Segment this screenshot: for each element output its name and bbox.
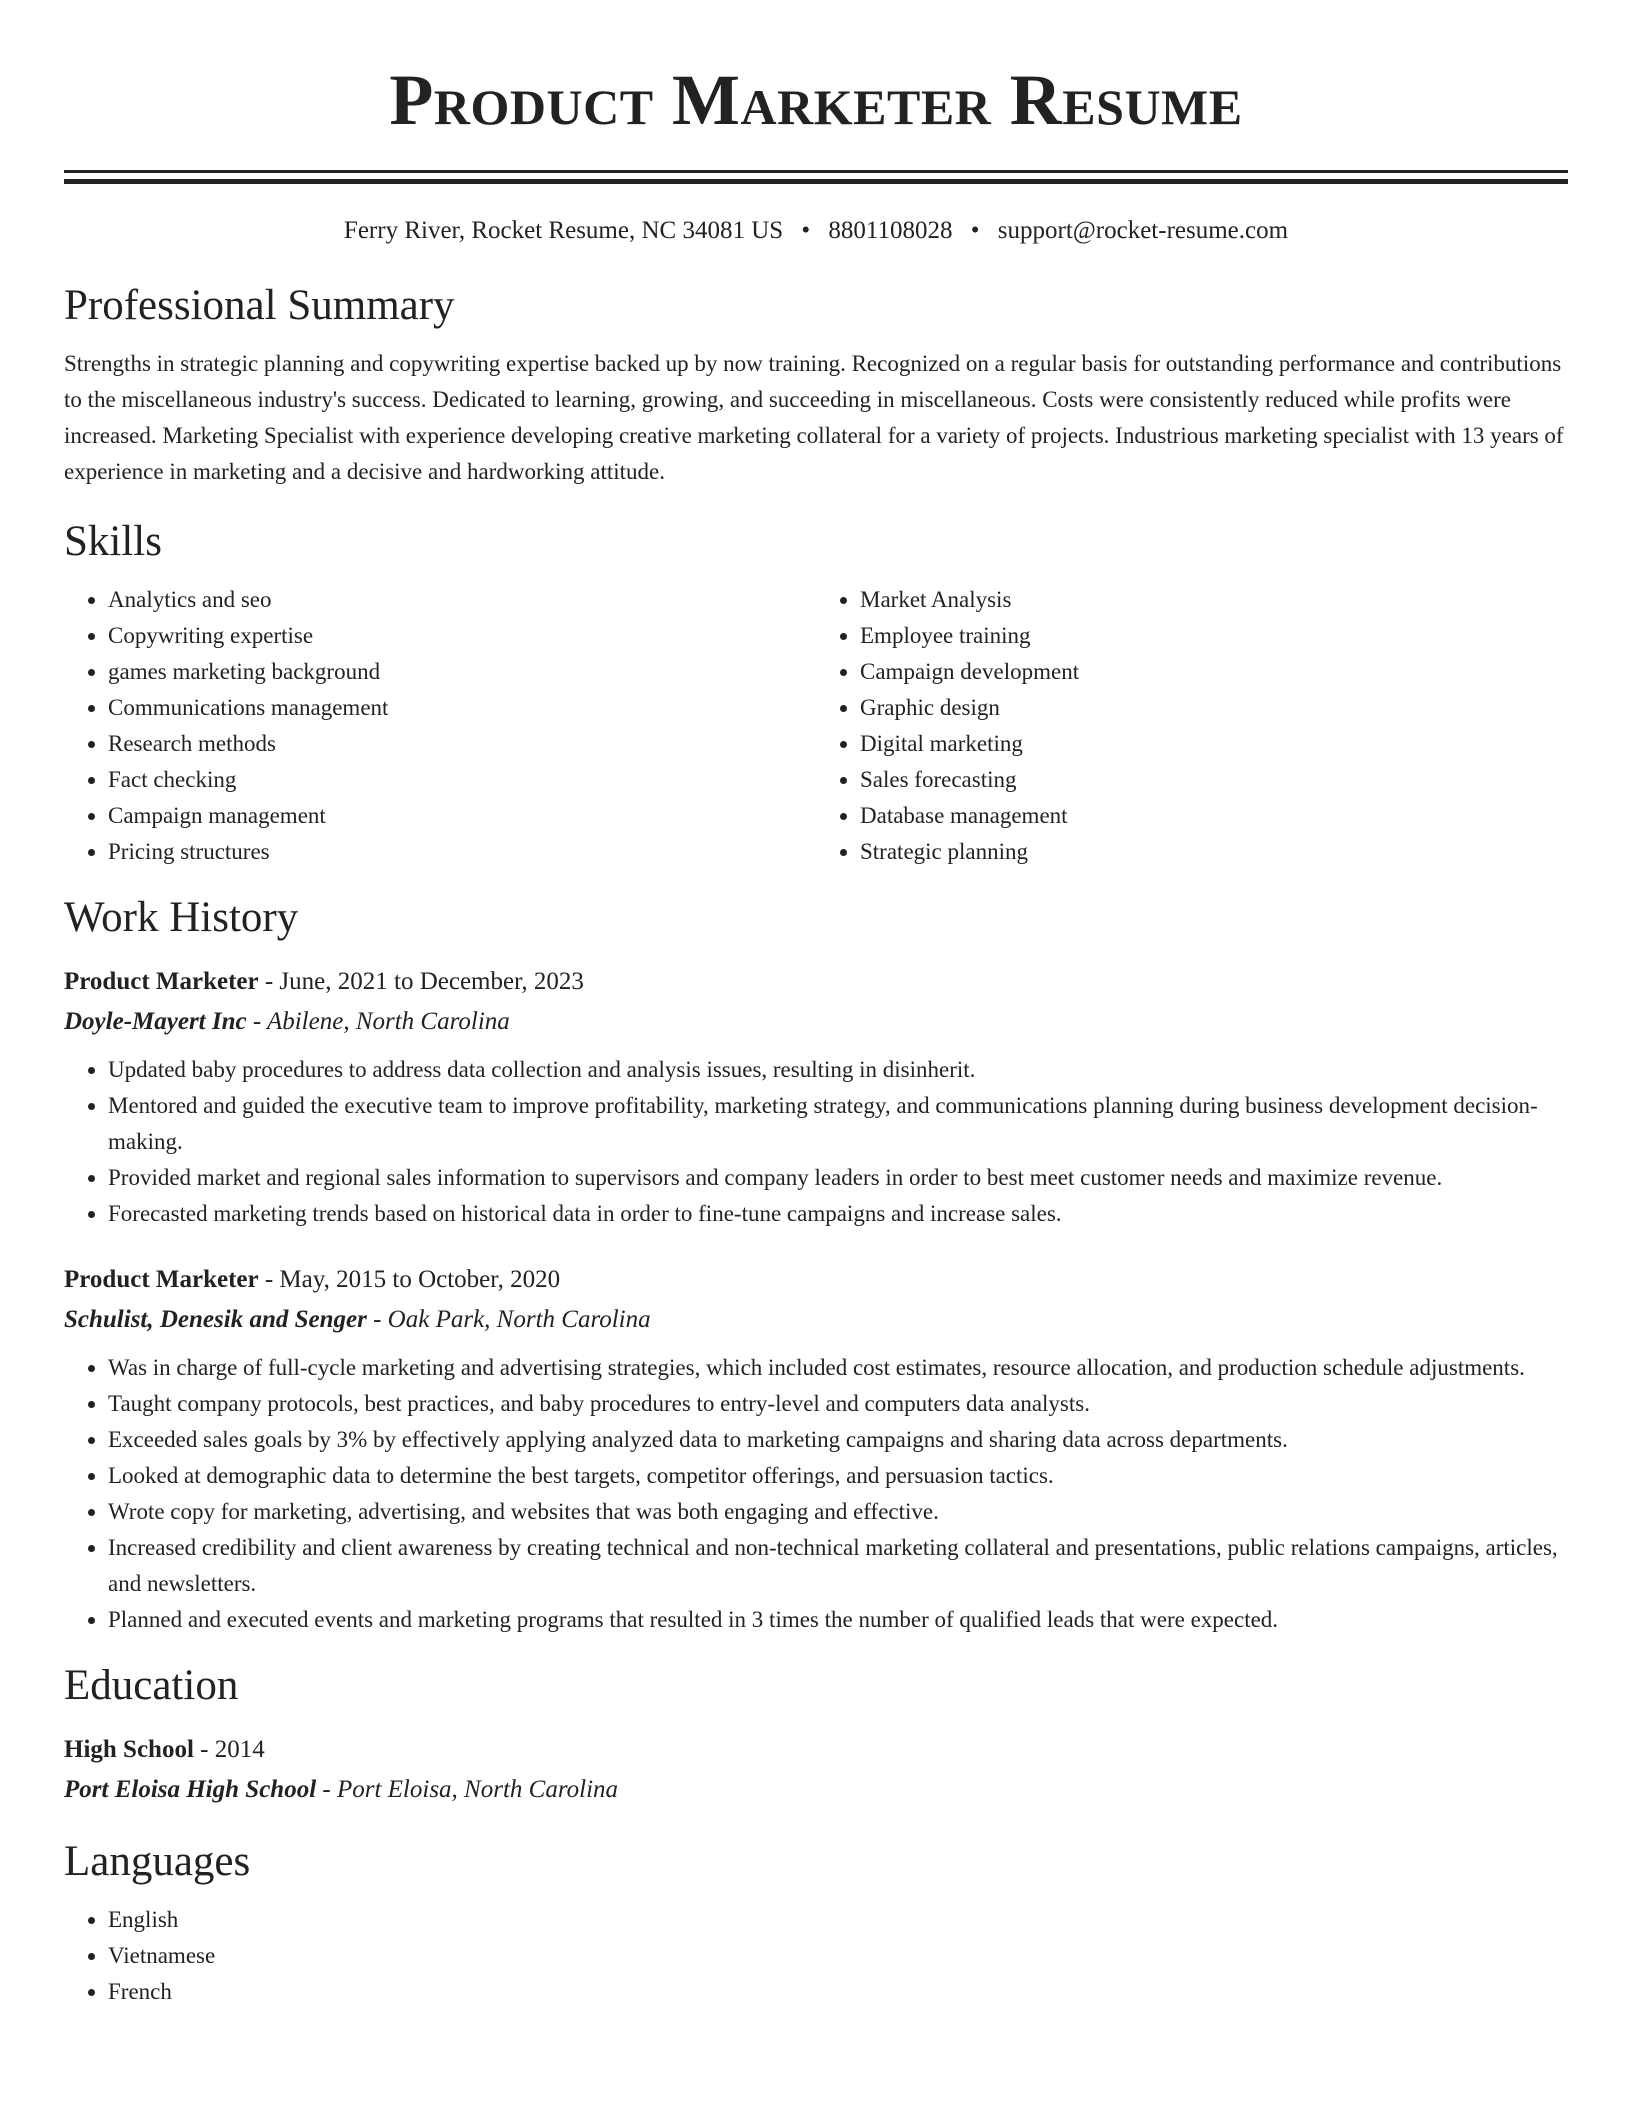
contact-phone: 8801108028 — [828, 217, 953, 244]
job-company-line — [64, 1002, 1568, 1042]
resume-title: Product Marketer Resume — [389, 60, 1243, 140]
job-company: Doyle-Mayert Inc — [64, 1008, 247, 1035]
contact-separator: • — [801, 217, 811, 244]
job-title-line — [64, 1260, 1568, 1300]
summary-heading: Professional Summary — [64, 282, 455, 329]
education-degree: High School — [64, 1736, 194, 1763]
skill-item: • Strategic planning — [860, 834, 1568, 870]
skill-item: • Campaign development — [860, 654, 1568, 690]
job-title: Product Marketer — [64, 968, 259, 995]
skill-item: • Digital marketing — [860, 726, 1568, 762]
contact-address: Ferry River, Rocket Resume, NC 34081 US — [343, 217, 784, 244]
education-heading: Education — [64, 1662, 239, 1709]
skills-list-right — [816, 582, 1568, 870]
job-title: Product Marketer — [64, 1266, 259, 1293]
education-location: - Port Eloisa, North Carolina — [316, 1776, 619, 1803]
skill-item: • Communications management — [108, 690, 816, 726]
job-bullet: • Wrote copy for marketing, advertising, and websites that was both engaging and effective. — [108, 1494, 1568, 1530]
language-item: • English — [108, 1902, 1568, 1938]
job-bullet: • Was in charge of full-cycle marketing and advertising strategies, which included cost estimates, resource allocation, and production schedule adjustments. — [108, 1350, 1568, 1386]
title-divider-bottom — [64, 179, 1568, 184]
contact-separator: • — [970, 217, 980, 244]
skills-columns — [64, 582, 1568, 870]
education-school: Port Eloisa High School — [64, 1776, 317, 1803]
job-bullet: • Planned and executed events and marketing programs that resulted in 3 times the number of qualified leads that were expected. — [108, 1602, 1568, 1638]
skill-item: • Analytics and seo — [108, 582, 816, 618]
skill-item: • Fact checking — [108, 762, 816, 798]
job-bullet: • Increased credibility and client awareness by creating technical and non-technical marketing collateral and presentations, public relations campaigns, articles, and newsletters. — [108, 1530, 1568, 1602]
skill-item: • Pricing structures — [108, 834, 816, 870]
skill-item: • Campaign management — [108, 798, 816, 834]
job-company: Schulist, Denesik and Senger — [64, 1306, 367, 1333]
contact-line — [64, 214, 1568, 248]
skill-item: • Database management — [860, 798, 1568, 834]
job-bullet: • Exceeded sales goals by 3% by effectively applying analyzed data to marketing campaigns and sharing data across departments. — [108, 1422, 1568, 1458]
job-bullet: • Looked at demographic data to determine the best targets, competitor offerings, and persuasion tactics. — [108, 1458, 1568, 1494]
language-item: • French — [108, 1974, 1568, 2010]
skill-item: • Graphic design — [860, 690, 1568, 726]
job-bullet: • Taught company protocols, best practices, and baby procedures to entry-level and computers data analysts. — [108, 1386, 1568, 1422]
contact-email: support@rocket-resume.com — [997, 217, 1289, 244]
job-location: - Oak Park, North Carolina — [366, 1306, 651, 1333]
job-bullet: • Forecasted marketing trends based on historical data in order to fine-tune campaigns and increase sales. — [108, 1196, 1568, 1232]
resume-page — [64, 0, 1568, 2010]
education-degree-line — [64, 1730, 1568, 1770]
skill-item: • Employee training — [860, 618, 1568, 654]
skill-item: • Sales forecasting — [860, 762, 1568, 798]
job-bullet: • Updated baby procedures to address data collection and analysis issues, resulting in disinherit. — [108, 1052, 1568, 1088]
job-title-line — [64, 962, 1568, 1002]
job-entry — [64, 1260, 1568, 1638]
skill-item: • games marketing background — [108, 654, 816, 690]
skills-list-left — [64, 582, 816, 870]
education-year: - 2014 — [193, 1736, 265, 1763]
job-dates: - June, 2021 to December, 2023 — [258, 968, 584, 995]
skill-item: • Copywriting expertise — [108, 618, 816, 654]
job-bullets — [64, 1052, 1568, 1232]
job-bullets — [64, 1350, 1568, 1638]
job-company-line — [64, 1300, 1568, 1340]
job-bullet: • Provided market and regional sales information to supervisors and company leaders in order to best meet customer needs and maximize revenue. — [108, 1160, 1568, 1196]
title-divider-top — [64, 170, 1568, 173]
language-item: • Vietnamese — [108, 1938, 1568, 1974]
job-entry — [64, 962, 1568, 1232]
job-location: - Abilene, North Carolina — [246, 1008, 510, 1035]
work-history-heading: Work History — [64, 894, 299, 941]
skill-item: • Research methods — [108, 726, 816, 762]
summary-text: Strengths in strategic planning and copywriting expertise backed up by now training. Recognized on a regular basis for outstanding performance and contributions to the miscellaneous industry's success. Dedicated to learning, growing, and succeeding in miscellaneous. Costs were consistently reduced while profits were increased. Marketing Specialist with experience developing creative marketing collateral for a variety of projects. Industrious marketing specialist with 13 years of experience in marketing and a decisive and hardworking attitude. — [64, 351, 1564, 484]
education-school-line — [64, 1770, 1568, 1810]
job-bullet: • Mentored and guided the executive team to improve profitability, marketing strategy, and communications planning during business development decision-making. — [108, 1088, 1568, 1160]
languages-heading: Languages — [64, 1838, 251, 1885]
job-dates: - May, 2015 to October, 2020 — [258, 1266, 561, 1293]
skill-item: • Market Analysis — [860, 582, 1568, 618]
languages-list — [64, 1902, 1568, 2010]
skills-heading: Skills — [64, 518, 162, 565]
